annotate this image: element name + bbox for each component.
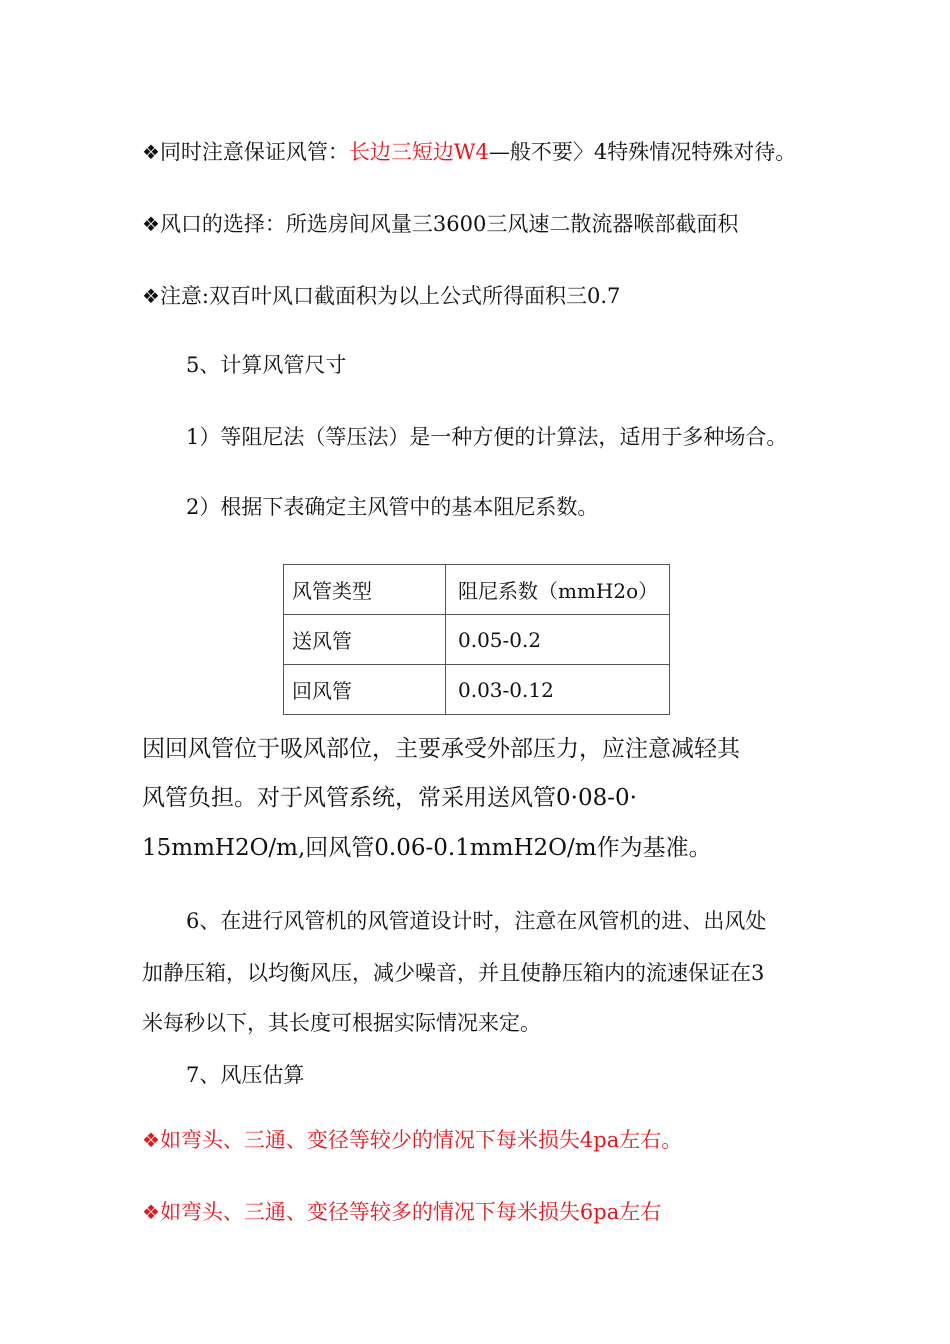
step-1-text: 1）等阻尼法（等压法）是一种方便的计算法，适用于多种场合。 <box>186 425 788 449</box>
diamond-bullet-icon: ❖ <box>142 1200 160 1224</box>
table-row <box>284 665 670 715</box>
table-header-row <box>284 565 670 615</box>
section-6-line: 加静压箱，以均衡风压，减少噪音，并且使静压箱内的流速保证在3 <box>142 961 765 985</box>
estimate-many-fittings <box>142 1199 661 1225</box>
note-louver-area-text: 注意:双百叶风口截面积为以上公式所得面积三0.7 <box>159 284 621 308</box>
section-5-heading: 5、计算风管尺寸 <box>186 353 347 377</box>
diamond-bullet-icon: ❖ <box>142 284 160 308</box>
diamond-bullet-icon: ❖ <box>142 212 160 236</box>
table-cell: 送风管 <box>284 615 446 665</box>
note-duct-ratio <box>142 139 796 165</box>
step-2-text: 2）根据下表确定主风管中的基本阻尼系数。 <box>186 495 599 519</box>
section-6-line: 6、在进行风管机的风管道设计时，注意在风管机的进、出风处 <box>186 909 767 933</box>
estimate-many-fittings-text: 如弯头、三通、变径等较多的情况下每米损失6pa左右 <box>159 1200 662 1224</box>
damping-coefficient-table <box>283 564 670 715</box>
diamond-bullet-icon: ❖ <box>142 1128 160 1152</box>
return-duct-note-line: 因回风管位于吸风部位，主要承受外部压力，应注意减轻其 <box>142 736 740 762</box>
estimate-few-fittings-text: 如弯头、三通、变径等较少的情况下每米损失4pa左右。 <box>159 1128 683 1152</box>
estimate-few-fittings <box>142 1127 682 1153</box>
diamond-bullet-icon: ❖ <box>142 140 160 164</box>
section-6-line: 米每秒以下，其长度可根据实际情况来定。 <box>142 1011 541 1035</box>
note-duct-ratio-highlight: 长边三短边W4 <box>348 140 489 164</box>
note-vent-selection <box>142 211 738 237</box>
return-duct-note-line: 15mmH2O/m,回风管0.06-0.1mmH2O/m作为基准。 <box>142 835 712 861</box>
table-row <box>284 615 670 665</box>
section-7-heading: 7、风压估算 <box>186 1063 305 1087</box>
table-cell: 回风管 <box>284 665 446 715</box>
note-duct-ratio-prefix: 同时注意保证风管： <box>159 140 349 164</box>
table-header-cell: 阻尼系数（mmH2o） <box>446 565 670 615</box>
note-vent-selection-text: 风口的选择：所选房间风量三3600三风速二散流器喉部截面积 <box>159 212 739 236</box>
note-duct-ratio-suffix: —般不要〉4特殊情况特殊对待。 <box>488 140 797 164</box>
note-louver-area <box>142 283 620 309</box>
return-duct-note-line: 风管负担。对于风管系统，常采用送风管0·08-0· <box>142 785 637 811</box>
table-header-cell: 风管类型 <box>284 565 446 615</box>
table-cell: 0.03-0.12 <box>446 665 670 715</box>
table-cell: 0.05-0.2 <box>446 615 670 665</box>
